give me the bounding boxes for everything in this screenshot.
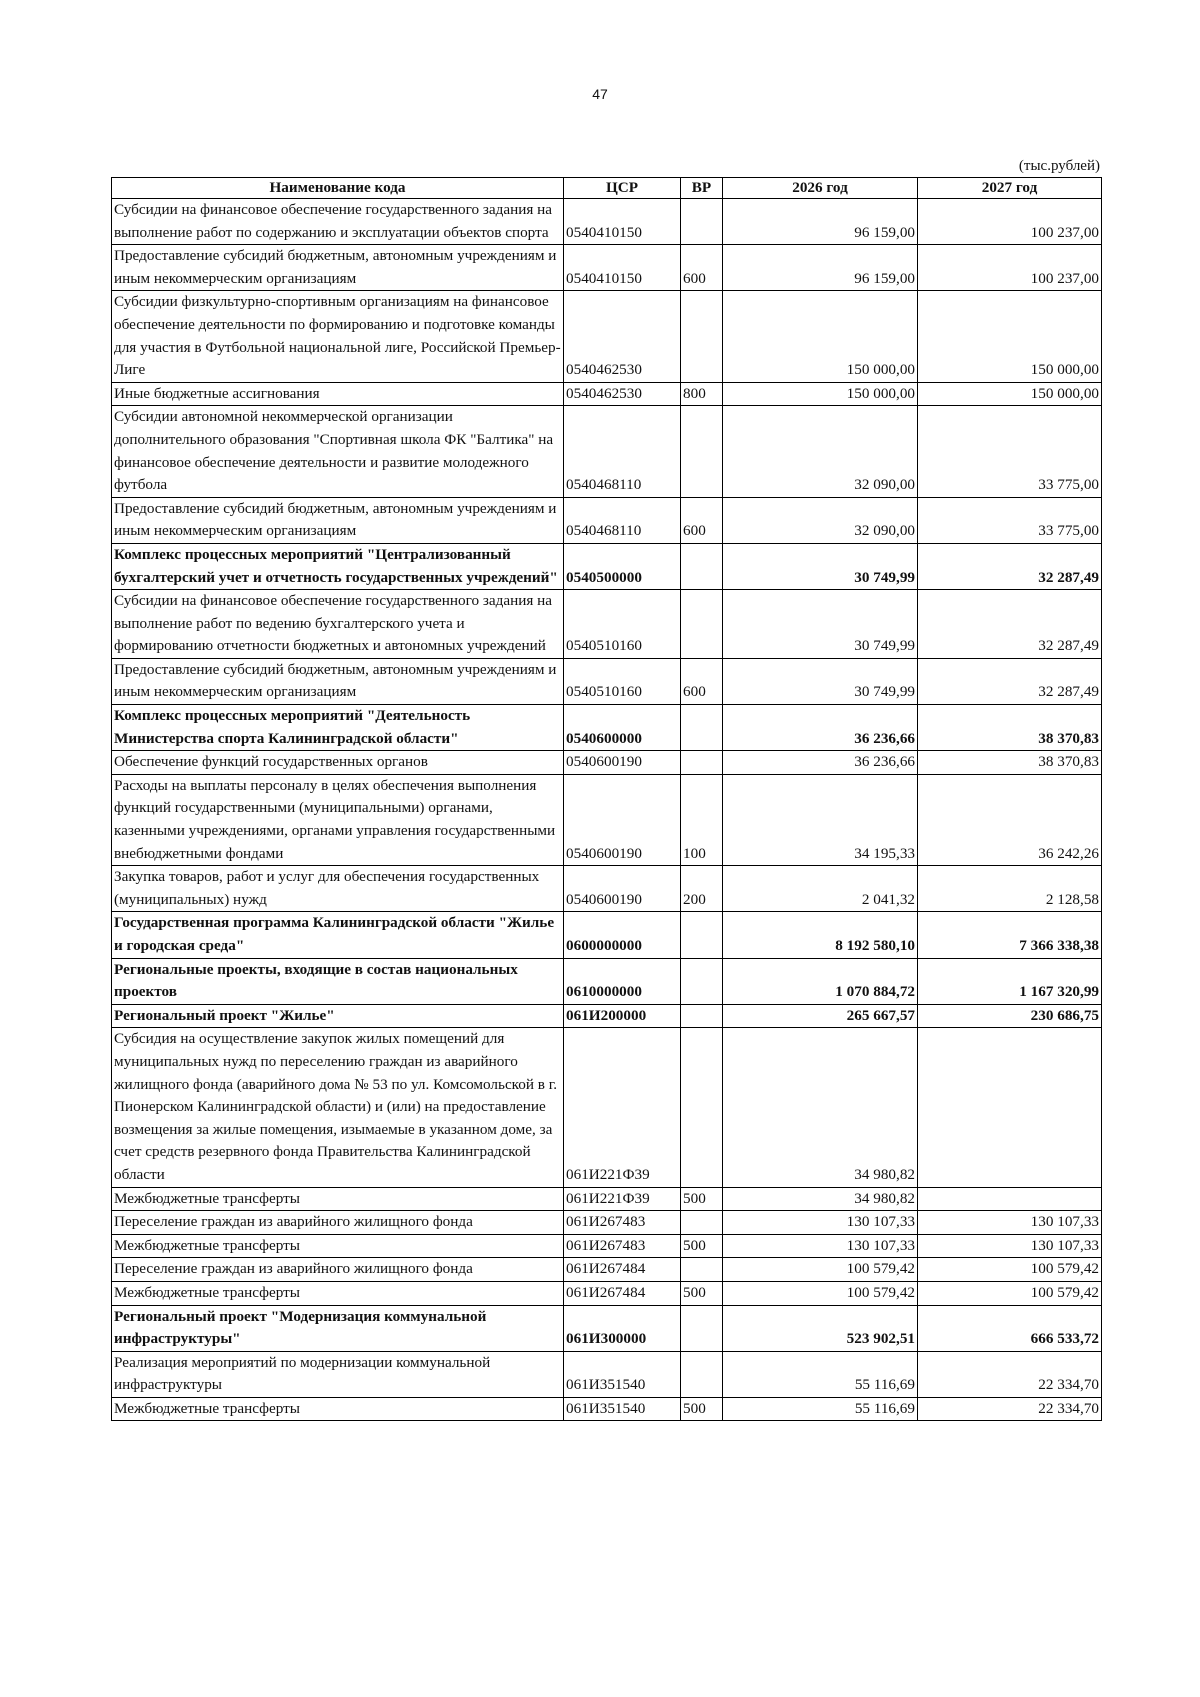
cell-vr bbox=[681, 1028, 723, 1187]
cell-2026: 55 116,69 bbox=[723, 1397, 918, 1421]
table-row bbox=[112, 1187, 1102, 1211]
table-row bbox=[112, 658, 1102, 704]
cell-name: Иные бюджетные ассигнования bbox=[112, 382, 564, 406]
budget-table bbox=[111, 177, 1102, 1421]
header-2026: 2026 год bbox=[723, 178, 918, 199]
table-row bbox=[112, 291, 1102, 382]
cell-vr bbox=[681, 1351, 723, 1397]
units-label: (тыс.рублей) bbox=[1018, 158, 1100, 174]
table-row bbox=[112, 774, 1102, 865]
cell-2026: 34 980,82 bbox=[723, 1187, 918, 1211]
cell-name: Расходы на выплаты персоналу в целях обеспечения выполнения функций государственными (муниципальными) органами, казенными учреждениями, органами управления государственными внебюджетными фондами bbox=[112, 774, 564, 865]
cell-vr: 500 bbox=[681, 1234, 723, 1258]
cell-vr: 600 bbox=[681, 245, 723, 291]
cell-csr: 0540510160 bbox=[564, 658, 681, 704]
cell-name: Межбюджетные трансферты bbox=[112, 1234, 564, 1258]
cell-vr bbox=[681, 590, 723, 659]
cell-2027: 33 775,00 bbox=[918, 406, 1102, 497]
table-header-row bbox=[112, 178, 1102, 199]
cell-2026: 96 159,00 bbox=[723, 245, 918, 291]
header-name: Наименование кода bbox=[112, 178, 564, 199]
table-row bbox=[112, 1258, 1102, 1282]
table-row bbox=[112, 1004, 1102, 1028]
cell-name: Государственная программа Калининградской области "Жилье и городская среда" bbox=[112, 912, 564, 958]
table-row bbox=[112, 1281, 1102, 1305]
cell-name: Предоставление субсидий бюджетным, автономным учреждениям и иным некоммерческим организациям bbox=[112, 497, 564, 543]
cell-name: Субсидии физкультурно-спортивным организациям на финансовое обеспечение деятельности по формированию и подготовке команды для участия в Футбольной национальной лиге, Российской Премьер-Лиге bbox=[112, 291, 564, 382]
cell-2026: 8 192 580,10 bbox=[723, 912, 918, 958]
cell-2027: 2 128,58 bbox=[918, 866, 1102, 912]
table-row bbox=[112, 199, 1102, 245]
cell-2027: 32 287,49 bbox=[918, 658, 1102, 704]
cell-vr bbox=[681, 1211, 723, 1235]
table-row bbox=[112, 1397, 1102, 1421]
cell-2027: 150 000,00 bbox=[918, 382, 1102, 406]
cell-2027: 230 686,75 bbox=[918, 1004, 1102, 1028]
cell-vr bbox=[681, 958, 723, 1004]
cell-name: Региональный проект "Модернизация коммунальной инфраструктуры" bbox=[112, 1305, 564, 1351]
table-row bbox=[112, 751, 1102, 775]
cell-vr: 800 bbox=[681, 382, 723, 406]
cell-2027: 100 579,42 bbox=[918, 1281, 1102, 1305]
cell-vr bbox=[681, 1305, 723, 1351]
cell-vr: 500 bbox=[681, 1187, 723, 1211]
cell-vr bbox=[681, 543, 723, 589]
cell-2026: 2 041,32 bbox=[723, 866, 918, 912]
header-csr: ЦСР bbox=[564, 178, 681, 199]
cell-name: Переселение граждан из аварийного жилищного фонда bbox=[112, 1211, 564, 1235]
cell-csr: 0540600000 bbox=[564, 705, 681, 751]
cell-2027: 32 287,49 bbox=[918, 590, 1102, 659]
cell-csr: 061И200000 bbox=[564, 1004, 681, 1028]
cell-2026: 1 070 884,72 bbox=[723, 958, 918, 1004]
cell-vr: 500 bbox=[681, 1397, 723, 1421]
cell-vr bbox=[681, 912, 723, 958]
cell-2026: 100 579,42 bbox=[723, 1281, 918, 1305]
cell-csr: 0540468110 bbox=[564, 406, 681, 497]
cell-2027: 130 107,33 bbox=[918, 1234, 1102, 1258]
cell-name: Предоставление субсидий бюджетным, автономным учреждениям и иным некоммерческим организациям bbox=[112, 245, 564, 291]
table-row bbox=[112, 1351, 1102, 1397]
table-row bbox=[112, 406, 1102, 497]
cell-2026: 36 236,66 bbox=[723, 705, 918, 751]
cell-name: Предоставление субсидий бюджетным, автономным учреждениям и иным некоммерческим организациям bbox=[112, 658, 564, 704]
cell-csr: 0540500000 bbox=[564, 543, 681, 589]
cell-name: Субсидия на осуществление закупок жилых помещений для муниципальных нужд по переселению граждан из аварийного жилищного фонда (аварийного дома № 53 по ул. Комсомольской в г. Пионерском Калининградской области) и (или) на предоставление возмещения за жилые помещения, изымаемые в указанном доме, за счет средств резервного фонда Правительства Калининградской области bbox=[112, 1028, 564, 1187]
table-row bbox=[112, 958, 1102, 1004]
cell-csr: 0540410150 bbox=[564, 199, 681, 245]
cell-vr: 500 bbox=[681, 1281, 723, 1305]
table-body bbox=[112, 199, 1102, 1421]
cell-name: Межбюджетные трансферты bbox=[112, 1397, 564, 1421]
cell-csr: 061И221Ф39 bbox=[564, 1028, 681, 1187]
cell-2027: 100 579,42 bbox=[918, 1258, 1102, 1282]
cell-2027: 100 237,00 bbox=[918, 245, 1102, 291]
cell-csr: 061И300000 bbox=[564, 1305, 681, 1351]
table-row bbox=[112, 1234, 1102, 1258]
cell-vr bbox=[681, 751, 723, 775]
cell-2026: 34 195,33 bbox=[723, 774, 918, 865]
cell-name: Комплекс процессных мероприятий "Централизованный бухгалтерский учет и отчетность государственных учреждений" bbox=[112, 543, 564, 589]
cell-2026: 32 090,00 bbox=[723, 497, 918, 543]
cell-vr bbox=[681, 199, 723, 245]
cell-2027: 150 000,00 bbox=[918, 291, 1102, 382]
table-row bbox=[112, 1305, 1102, 1351]
cell-2027: 100 237,00 bbox=[918, 199, 1102, 245]
cell-name: Региональный проект "Жилье" bbox=[112, 1004, 564, 1028]
cell-2027: 32 287,49 bbox=[918, 543, 1102, 589]
cell-csr: 0540510160 bbox=[564, 590, 681, 659]
cell-name: Переселение граждан из аварийного жилищного фонда bbox=[112, 1258, 564, 1282]
cell-csr: 0610000000 bbox=[564, 958, 681, 1004]
cell-vr: 600 bbox=[681, 497, 723, 543]
cell-csr: 0540600190 bbox=[564, 774, 681, 865]
cell-2027: 38 370,83 bbox=[918, 751, 1102, 775]
cell-csr: 0540600190 bbox=[564, 751, 681, 775]
cell-name: Региональные проекты, входящие в состав национальных проектов bbox=[112, 958, 564, 1004]
cell-2026: 36 236,66 bbox=[723, 751, 918, 775]
cell-2027 bbox=[918, 1187, 1102, 1211]
cell-name: Межбюджетные трансферты bbox=[112, 1187, 564, 1211]
cell-2027: 1 167 320,99 bbox=[918, 958, 1102, 1004]
cell-name: Субсидии автономной некоммерческой организации дополнительного образования "Спортивная школа ФК "Балтика" на финансовое обеспечение деятельности и развитие молодежного футбола bbox=[112, 406, 564, 497]
cell-2026: 523 902,51 bbox=[723, 1305, 918, 1351]
cell-2026: 30 749,99 bbox=[723, 590, 918, 659]
header-vr: ВР bbox=[681, 178, 723, 199]
cell-2027: 7 366 338,38 bbox=[918, 912, 1102, 958]
cell-2026: 32 090,00 bbox=[723, 406, 918, 497]
cell-csr: 0540600190 bbox=[564, 866, 681, 912]
cell-vr: 600 bbox=[681, 658, 723, 704]
table-row bbox=[112, 245, 1102, 291]
cell-csr: 061И351540 bbox=[564, 1397, 681, 1421]
cell-2027: 33 775,00 bbox=[918, 497, 1102, 543]
cell-2026: 100 579,42 bbox=[723, 1258, 918, 1282]
cell-2027: 22 334,70 bbox=[918, 1397, 1102, 1421]
header-2027: 2027 год bbox=[918, 178, 1102, 199]
cell-2026: 96 159,00 bbox=[723, 199, 918, 245]
cell-csr: 061И267483 bbox=[564, 1234, 681, 1258]
cell-csr: 061И267484 bbox=[564, 1258, 681, 1282]
table-row bbox=[112, 912, 1102, 958]
cell-name: Межбюджетные трансферты bbox=[112, 1281, 564, 1305]
table-row bbox=[112, 382, 1102, 406]
table-row bbox=[112, 543, 1102, 589]
cell-vr: 200 bbox=[681, 866, 723, 912]
table-row bbox=[112, 866, 1102, 912]
cell-vr bbox=[681, 1258, 723, 1282]
cell-2026: 130 107,33 bbox=[723, 1211, 918, 1235]
cell-2027 bbox=[918, 1028, 1102, 1187]
cell-vr bbox=[681, 705, 723, 751]
cell-csr: 0600000000 bbox=[564, 912, 681, 958]
cell-name: Закупка товаров, работ и услуг для обеспечения государственных (муниципальных) нужд bbox=[112, 866, 564, 912]
cell-name: Субсидии на финансовое обеспечение государственного задания на выполнение работ по содержанию и эксплуатации объектов спорта bbox=[112, 199, 564, 245]
cell-2026: 130 107,33 bbox=[723, 1234, 918, 1258]
cell-vr: 100 bbox=[681, 774, 723, 865]
cell-csr: 0540462530 bbox=[564, 291, 681, 382]
table-row bbox=[112, 590, 1102, 659]
cell-2026: 34 980,82 bbox=[723, 1028, 918, 1187]
cell-csr: 0540410150 bbox=[564, 245, 681, 291]
table-row bbox=[112, 1028, 1102, 1187]
page-number: 47 bbox=[592, 86, 608, 102]
table-row bbox=[112, 497, 1102, 543]
cell-2026: 30 749,99 bbox=[723, 543, 918, 589]
cell-2027: 36 242,26 bbox=[918, 774, 1102, 865]
table-row bbox=[112, 1211, 1102, 1235]
cell-vr bbox=[681, 291, 723, 382]
cell-vr bbox=[681, 1004, 723, 1028]
cell-csr: 061И267483 bbox=[564, 1211, 681, 1235]
cell-2027: 38 370,83 bbox=[918, 705, 1102, 751]
cell-2026: 150 000,00 bbox=[723, 382, 918, 406]
cell-csr: 0540468110 bbox=[564, 497, 681, 543]
cell-2026: 150 000,00 bbox=[723, 291, 918, 382]
cell-2027: 130 107,33 bbox=[918, 1211, 1102, 1235]
cell-2026: 30 749,99 bbox=[723, 658, 918, 704]
cell-vr bbox=[681, 406, 723, 497]
cell-name: Обеспечение функций государственных органов bbox=[112, 751, 564, 775]
cell-2026: 55 116,69 bbox=[723, 1351, 918, 1397]
cell-csr: 0540462530 bbox=[564, 382, 681, 406]
cell-name: Субсидии на финансовое обеспечение государственного задания на выполнение работ по ведению бухгалтерского учета и формированию отчетности бюджетных и автономных учреждений bbox=[112, 590, 564, 659]
cell-name: Комплекс процессных мероприятий "Деятельность Министерства спорта Калининградской области" bbox=[112, 705, 564, 751]
cell-name: Реализация мероприятий по модернизации коммунальной инфраструктуры bbox=[112, 1351, 564, 1397]
cell-2027: 666 533,72 bbox=[918, 1305, 1102, 1351]
cell-csr: 061И267484 bbox=[564, 1281, 681, 1305]
table-row bbox=[112, 705, 1102, 751]
cell-2027: 22 334,70 bbox=[918, 1351, 1102, 1397]
cell-csr: 061И351540 bbox=[564, 1351, 681, 1397]
cell-csr: 061И221Ф39 bbox=[564, 1187, 681, 1211]
cell-2026: 265 667,57 bbox=[723, 1004, 918, 1028]
